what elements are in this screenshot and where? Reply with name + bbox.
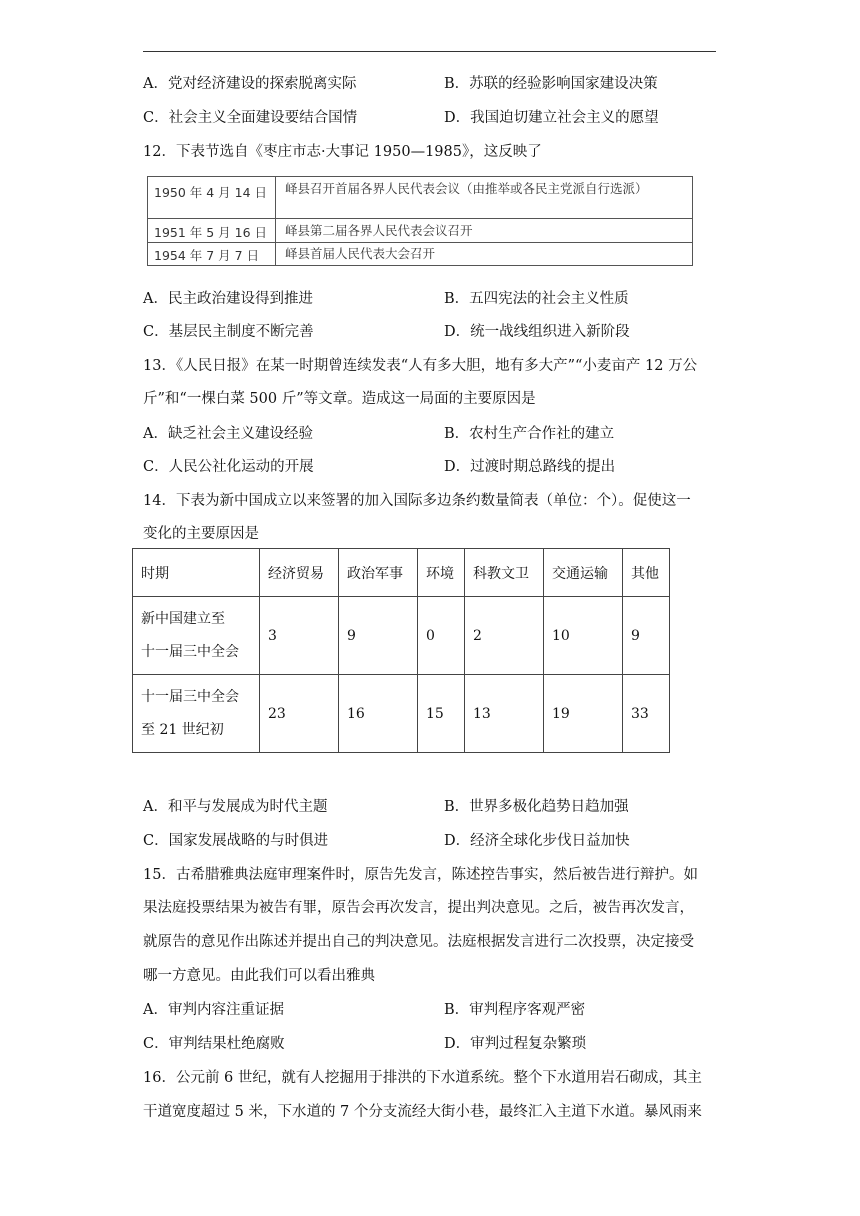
header-cell: 科教文卫 xyxy=(465,549,544,597)
q14-option-d: D．经济全球化步伐日益加快 xyxy=(444,833,630,849)
q15-option-d: D．审判过程复杂繁琐 xyxy=(444,1036,587,1052)
row-event: 峄县召开首届各界人民代表会议（由推举或各民主党派自行选派） xyxy=(285,181,648,196)
q12-chronicle-table xyxy=(147,176,693,266)
q16-stem-line2: 干道宽度超过 5 米，下水道的 7 个分支流经大街小巷，最终汇入主道下水道。暴风雨来 xyxy=(143,1104,702,1120)
q11-option-c: C．社会主义全面建设要结合国情 xyxy=(143,110,358,126)
q14-stem-line2: 变化的主要原因是 xyxy=(143,526,259,542)
table-row xyxy=(148,177,692,219)
period-cell xyxy=(133,597,260,675)
value-cell: 23 xyxy=(260,675,339,753)
value-cell: 19 xyxy=(544,675,623,753)
q13-stem-line2: 斤”和“一棵白菜 500 斤”等文章。造成这一局面的主要原因是 xyxy=(143,391,536,407)
row-event: 峄县第二届各界人民代表会议召开 xyxy=(285,223,473,238)
q12-stem: 12．下表节选自《枣庄市志·大事记 1950—1985》，这反映了 xyxy=(143,144,542,160)
q16-stem-line1: 16．公元前 6 世纪，就有人挖掘用于排洪的下水道系统。整个下水道用岩石砌成，其主 xyxy=(143,1070,702,1086)
q14-stem-line1: 14．下表为新中国成立以来签署的加入国际多边条约数量简表（单位：个）。促使这一 xyxy=(143,493,691,509)
q15-stem-line1: 15．古希腊雅典法庭审理案件时，原告先发言，陈述控告事实，然后被告进行辩护。如 xyxy=(143,867,698,883)
value-cell: 3 xyxy=(260,597,339,675)
q15-option-b: B．审判程序客观严密 xyxy=(444,1002,586,1018)
period-line: 十一届三中全会 xyxy=(141,643,239,660)
q15-stem-line3: 就原告的意见作出陈述并提出自己的判决意见。法庭根据发言进行二次投票，决定接受 xyxy=(143,934,694,950)
row-event: 峄县首届人民代表大会召开 xyxy=(285,246,436,261)
q13-option-a: A．缺乏社会主义建设经验 xyxy=(143,426,313,442)
value-cell: 10 xyxy=(544,597,623,675)
header-cell: 政治军事 xyxy=(339,549,418,597)
table-row xyxy=(148,243,692,267)
q14-treaty-table xyxy=(132,548,670,753)
q11-option-a: A．党对经济建设的探索脱离实际 xyxy=(143,76,357,92)
period-line: 至 21 世纪初 xyxy=(141,721,224,738)
header-cell: 时期 xyxy=(133,549,260,597)
period-line: 十一届三中全会 xyxy=(141,688,239,705)
row-date: 1954 年 7 月 7 日 xyxy=(154,248,260,263)
value-cell: 9 xyxy=(623,597,670,675)
row-date: 1951 年 5 月 16 日 xyxy=(154,225,268,240)
q15-option-a: A．审判内容注重证据 xyxy=(143,1002,284,1018)
header-cell: 交通运输 xyxy=(544,549,623,597)
header-cell: 经济贸易 xyxy=(260,549,339,597)
value-cell: 33 xyxy=(623,675,670,753)
q15-option-c: C．审判结果杜绝腐败 xyxy=(143,1036,285,1052)
value-cell: 16 xyxy=(339,675,418,753)
header-cell: 环境 xyxy=(418,549,465,597)
value-cell: 13 xyxy=(465,675,544,753)
value-cell: 9 xyxy=(339,597,418,675)
header-rule xyxy=(143,51,716,52)
header-cell: 其他 xyxy=(623,549,670,597)
table-row xyxy=(133,675,670,753)
table-header-row xyxy=(133,549,670,597)
q12-option-b: B．五四宪法的社会主义性质 xyxy=(444,291,629,307)
q14-option-a: A．和平与发展成为时代主题 xyxy=(143,799,328,815)
table-row xyxy=(148,219,692,243)
q13-option-b: B．农村生产合作社的建立 xyxy=(444,426,615,442)
q14-option-c: C．国家发展战略的与时俱进 xyxy=(143,833,329,849)
q15-stem-line4: 哪一方意见。由此我们可以看出雅典 xyxy=(143,968,375,984)
value-cell: 2 xyxy=(465,597,544,675)
period-cell xyxy=(133,675,260,753)
table-row xyxy=(133,597,670,675)
q13-option-c: C．人民公社化运动的开展 xyxy=(143,459,314,475)
q12-option-c: C．基层民主制度不断完善 xyxy=(143,324,314,340)
q13-option-d: D．过渡时期总路线的提出 xyxy=(444,459,616,475)
q15-stem-line2: 果法庭投票结果为被告有罪，原告会再次发言，提出判决意见。之后，被告再次发言， xyxy=(143,900,694,916)
q13-stem-line1: 13．《人民日报》在某一时期曾连续发表“人有多大胆，地有多大产”“小麦亩产 12 万公 xyxy=(143,358,698,374)
period-line: 新中国建立至 xyxy=(141,610,225,627)
value-cell: 0 xyxy=(418,597,465,675)
q14-option-b: B．世界多极化趋势日趋加强 xyxy=(444,799,629,815)
value-cell: 15 xyxy=(418,675,465,753)
q12-option-a: A．民主政治建设得到推进 xyxy=(143,291,313,307)
q12-option-d: D．统一战线组织进入新阶段 xyxy=(444,324,630,340)
q11-option-d: D．我国迫切建立社会主义的愿望 xyxy=(444,110,659,126)
row-date: 1950 年 4 月 14 日 xyxy=(154,185,268,200)
q11-option-b: B．苏联的经验影响国家建设决策 xyxy=(444,76,658,92)
